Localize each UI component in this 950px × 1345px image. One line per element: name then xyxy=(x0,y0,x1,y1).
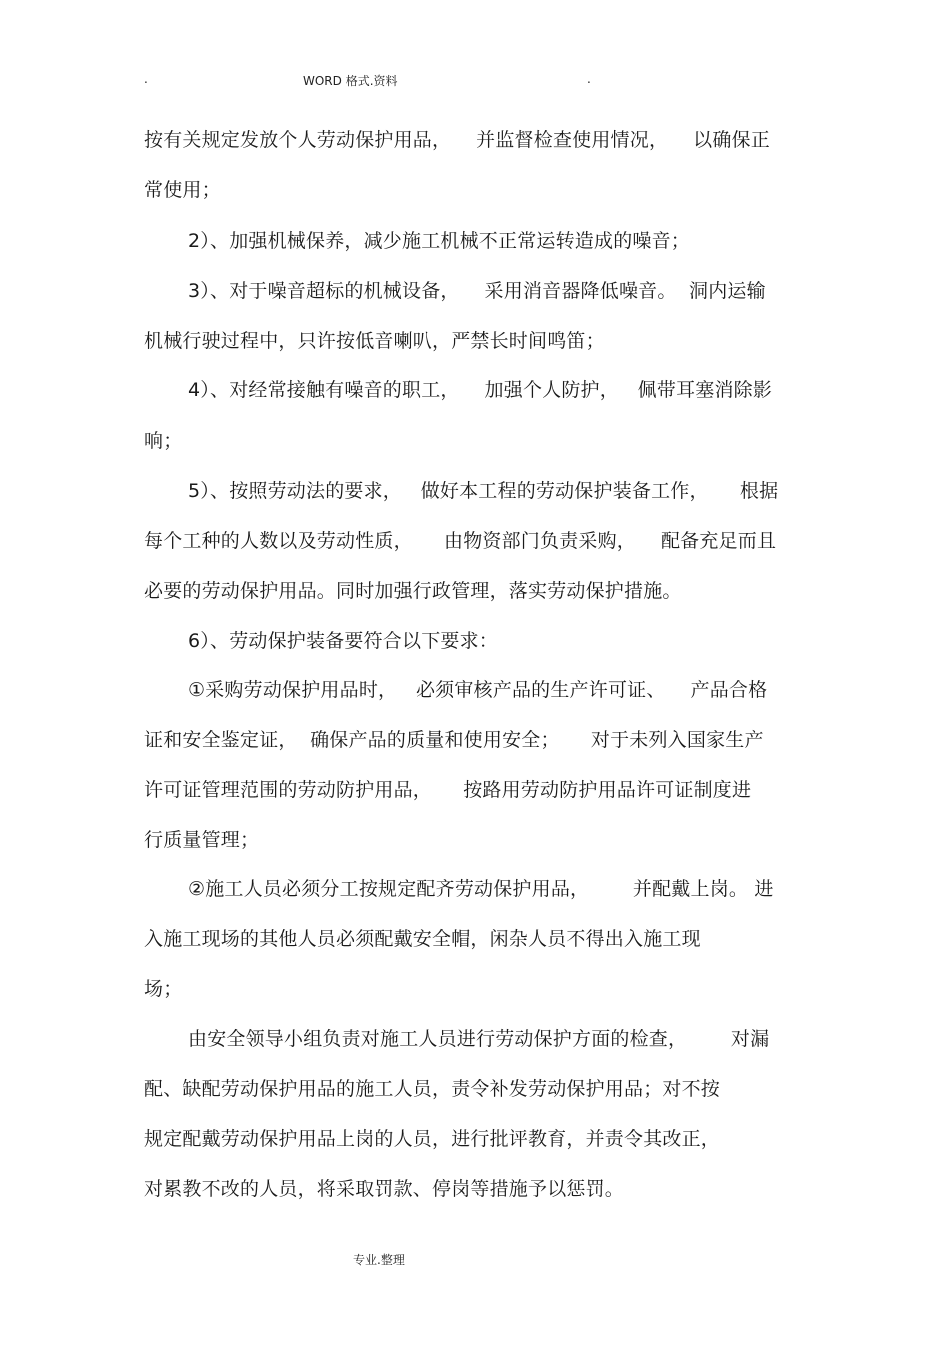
text-line: 入施工现场的其他人员必须配戴安全帽，闲杂人员不得出入施工现 xyxy=(144,928,701,950)
text-line: 对累教不改的人员，将采取罚款、停岗等措施予以惩罚。 xyxy=(144,1178,625,1200)
text-line: 5）、按照劳动法的要求， 做好本工程的劳动保护装备工作， 根据 xyxy=(188,480,779,502)
text-line: 每个工种的人数以及劳动性质， 由物资部门负责采购， 配备充足而且 xyxy=(144,530,777,552)
text-line: 配、缺配劳动保护用品的施工人员，责令补发劳动保护用品；对不按 xyxy=(144,1078,721,1100)
text-line: ②施工人员必须分工按规定配齐劳动保护用品， 并配戴上岗。 进 xyxy=(188,878,774,900)
text-line: 常使用； xyxy=(144,179,221,201)
text-line: 2）、加强机械保养，减少施工机械不正常运转造成的噪音； xyxy=(188,230,690,252)
text-line: 许可证管理范围的劳动防护用品， 按路用劳动防护用品许可证制度进 xyxy=(144,779,752,801)
header-title: WORD 格式.资料 xyxy=(303,74,398,88)
header-dot-right: . xyxy=(587,72,591,86)
text-line: 4）、对经常接触有噪音的职工， 加强个人防护， 佩带耳塞消除影 xyxy=(188,379,773,401)
header-dot-left: . xyxy=(144,72,148,86)
text-line: 响； xyxy=(144,430,183,452)
text-line: 场； xyxy=(144,978,183,1000)
text-line: 规定配戴劳动保护用品上岗的人员，进行批评教育，并责令其改正， xyxy=(144,1128,721,1150)
text-line: 行质量管理； xyxy=(144,829,260,851)
text-line: 由安全领导小组负责对施工人员进行劳动保护方面的检查， 对漏 xyxy=(188,1028,770,1050)
text-line: 必要的劳动保护用品。同时加强行政管理，落实劳动保护措施。 xyxy=(144,580,682,602)
text-line: 按有关规定发放个人劳动保护用品， 并监督检查使用情况， 以确保正 xyxy=(144,129,770,151)
text-line: 证和安全鉴定证， 确保产品的质量和使用安全； 对于未列入国家生产 xyxy=(144,729,764,751)
text-line: 6）、劳动保护装备要符合以下要求： xyxy=(188,630,498,652)
text-line: 3）、对于噪音超标的机械设备， 采用消音器降低噪音。 洞内运输 xyxy=(188,280,766,302)
text-line: 机械行驶过程中，只许按低音喇叭，严禁长时间鸣笛； xyxy=(144,330,605,352)
footer-text: 专业.整理 xyxy=(353,1253,405,1267)
text-line: ①采购劳动保护用品时， 必须审核产品的生产许可证、 产品合格 xyxy=(188,679,768,701)
